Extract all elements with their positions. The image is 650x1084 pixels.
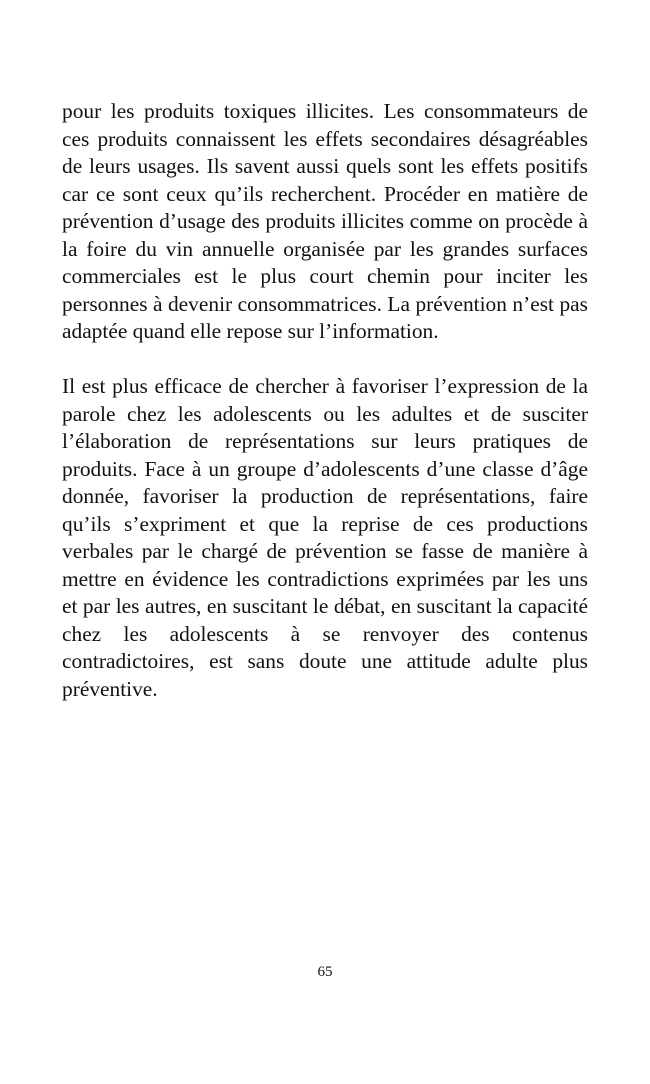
page-body [62,98,588,703]
paragraph-2: Il est plus efficace de chercher à favoriser l’expression de la parole chez les adolescents ou les adultes et de susciter l’élaboration de représentations sur leurs pratiques de produits. Face à un groupe d’adolescents d’une classe d’âge donnée, favoriser la production de représentations, faire qu’ils s’expriment et que la reprise de ces productions verbales par le chargé de prévention se fasse de manière à mettre en évidence les contradictions exprimées par les uns et par les autres, en suscitant le débat, en suscitant la capacité chez les adolescents à se renvoyer des contenus contradictoires, est sans doute une attitude adulte plus préventive. [62,374,588,701]
paragraph-1: pour les produits toxiques illicites. Les consommateurs de ces produits connaissent les effets secondaires désagréables de leurs usages. Ils savent aussi quels sont les effets positifs car ce sont ceux qu’ils recherchent. Procéder en matière de prévention d’usage des produits illicites comme on procède à la foire du vin annuelle organisée par les grandes surfaces commerciales est le plus court chemin pour inciter les personnes à devenir consommatrices. La prévention n’est pas adaptée quand elle repose sur l’information. [62,99,588,343]
page-number: 65 [317,964,333,980]
